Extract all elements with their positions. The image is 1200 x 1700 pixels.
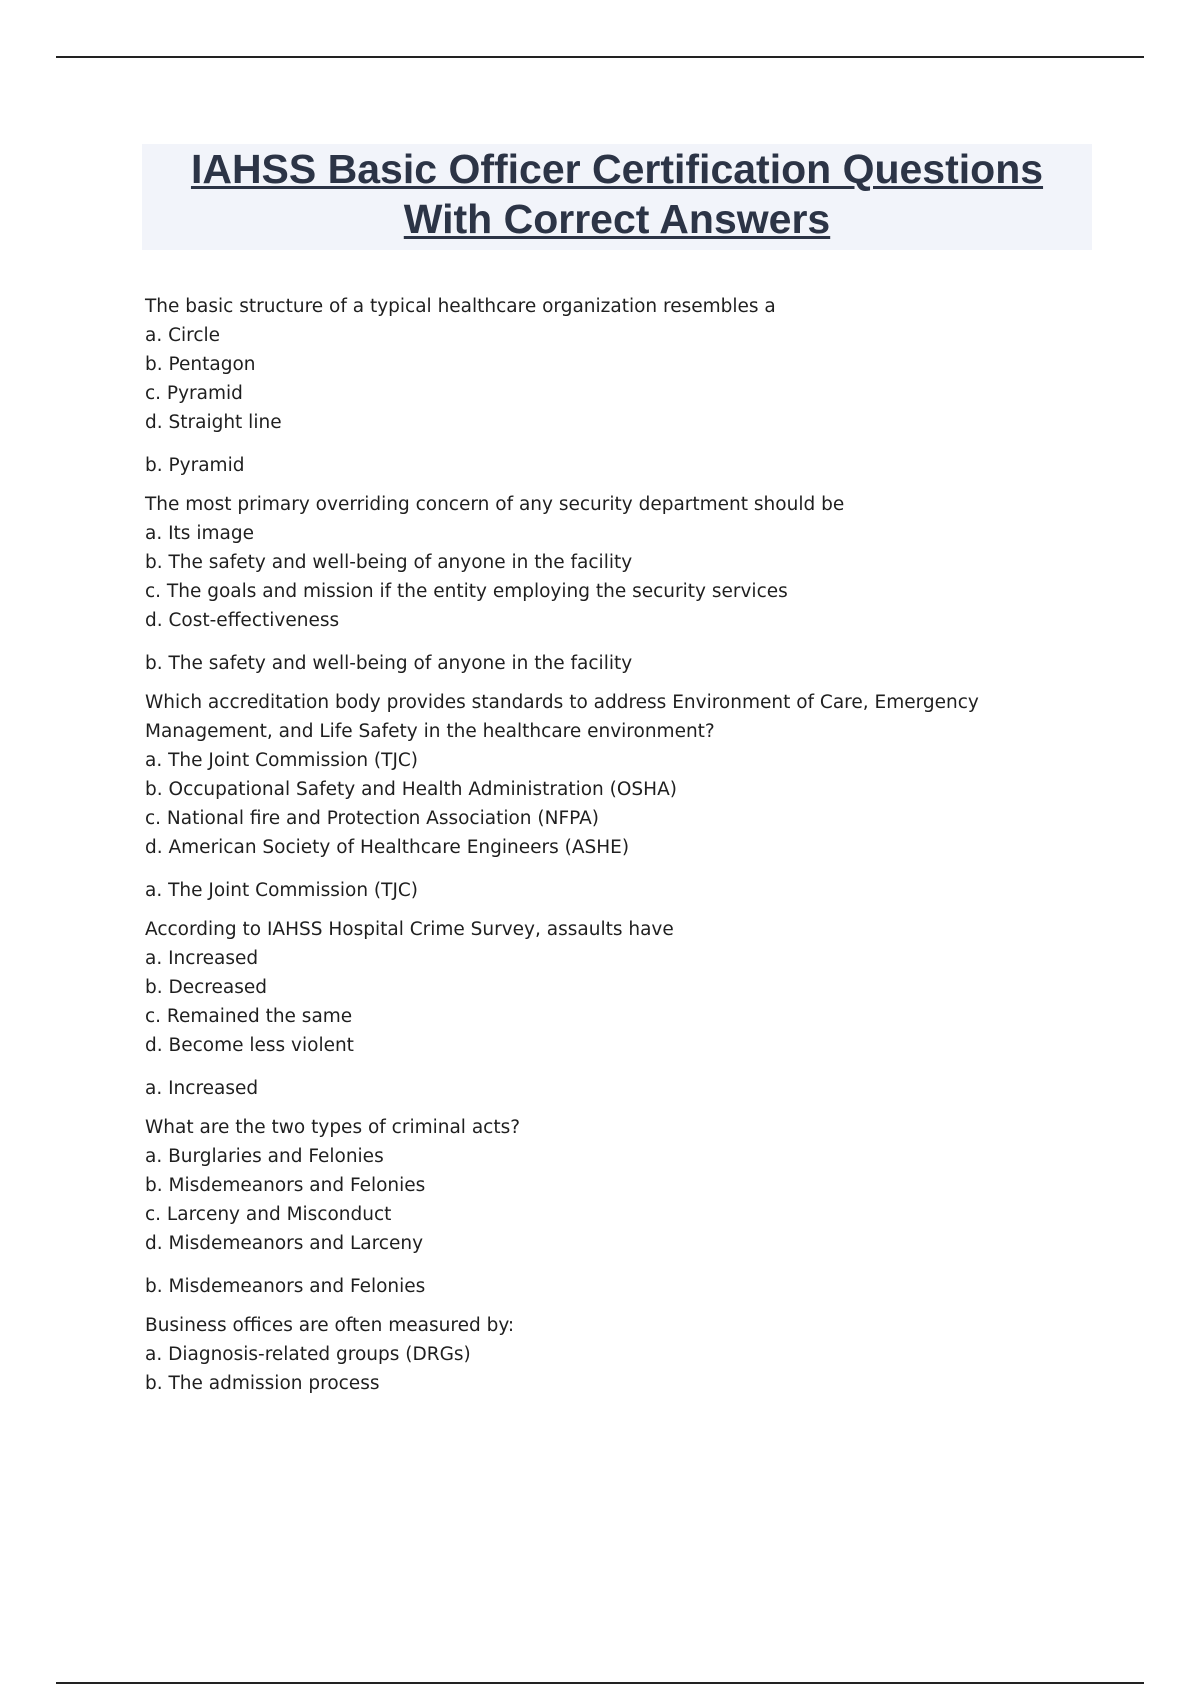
correct-answer: a. Increased <box>145 1078 259 1099</box>
answer-option: c. Remained the same <box>145 1006 353 1027</box>
footer-rule <box>56 1682 1144 1684</box>
correct-answer: b. Misdemeanors and Felonies <box>145 1276 426 1297</box>
question-text: What are the two types of criminal acts? <box>145 1117 521 1138</box>
correct-answer: b. The safety and well-being of anyone in the facility <box>145 653 633 674</box>
answer-option: c. The goals and mission if the entity employing the security services <box>145 581 788 602</box>
answer-option: b. The safety and well-being of anyone in the facility <box>145 552 633 573</box>
question-text: According to IAHSS Hospital Crime Survey, assaults have <box>145 919 674 940</box>
document-title-line-2: With Correct Answers <box>403 196 831 242</box>
answer-option: b. Misdemeanors and Felonies <box>145 1175 426 1196</box>
answer-option: d. Misdemeanors and Larceny <box>145 1233 424 1254</box>
question-block <box>145 490 1105 678</box>
question-text: Which accreditation body provides standards to address Environment of Care, Emergency Management, and Life Safety in the healthcare environment? <box>145 692 979 742</box>
question-block <box>145 292 1105 480</box>
question-block <box>145 1113 1105 1301</box>
question-block <box>145 688 1105 905</box>
answer-option: d. Straight line <box>145 412 282 433</box>
answer-option: b. Occupational Safety and Health Administration (OSHA) <box>145 779 677 800</box>
answer-option: b. The admission process <box>145 1373 380 1394</box>
answer-option: a. Circle <box>145 325 221 346</box>
question-block <box>145 915 1105 1103</box>
answer-option: b. Decreased <box>145 977 267 998</box>
question-text: The most primary overriding concern of any security department should be <box>145 494 845 515</box>
question-text: Business offices are often measured by: <box>145 1315 515 1336</box>
answer-option: a. Burglaries and Felonies <box>145 1146 384 1167</box>
answer-option: b. Pentagon <box>145 354 256 375</box>
question-list <box>145 292 1105 1408</box>
answer-option: d. Become less violent <box>145 1035 354 1056</box>
document-title-line-1: IAHSS Basic Officer Certification Questions <box>190 146 1044 192</box>
title-banner <box>142 144 1092 250</box>
answer-option: a. Increased <box>145 948 259 969</box>
header-rule <box>56 56 1144 58</box>
answer-option: c. Pyramid <box>145 383 243 404</box>
answer-option: a. The Joint Commission (TJC) <box>145 750 419 771</box>
answer-option: d. American Society of Healthcare Engineers (ASHE) <box>145 837 630 858</box>
answer-option: c. Larceny and Misconduct <box>145 1204 392 1225</box>
answer-option: a. Diagnosis-related groups (DRGs) <box>145 1344 471 1365</box>
answer-option: d. Cost-effectiveness <box>145 610 340 631</box>
correct-answer: a. The Joint Commission (TJC) <box>145 880 419 901</box>
correct-answer: b. Pyramid <box>145 455 245 476</box>
answer-option: c. National fire and Protection Association (NFPA) <box>145 808 599 829</box>
question-text: The basic structure of a typical healthcare organization resembles a <box>145 296 776 317</box>
answer-option: a. Its image <box>145 523 254 544</box>
question-block <box>145 1311 1105 1398</box>
